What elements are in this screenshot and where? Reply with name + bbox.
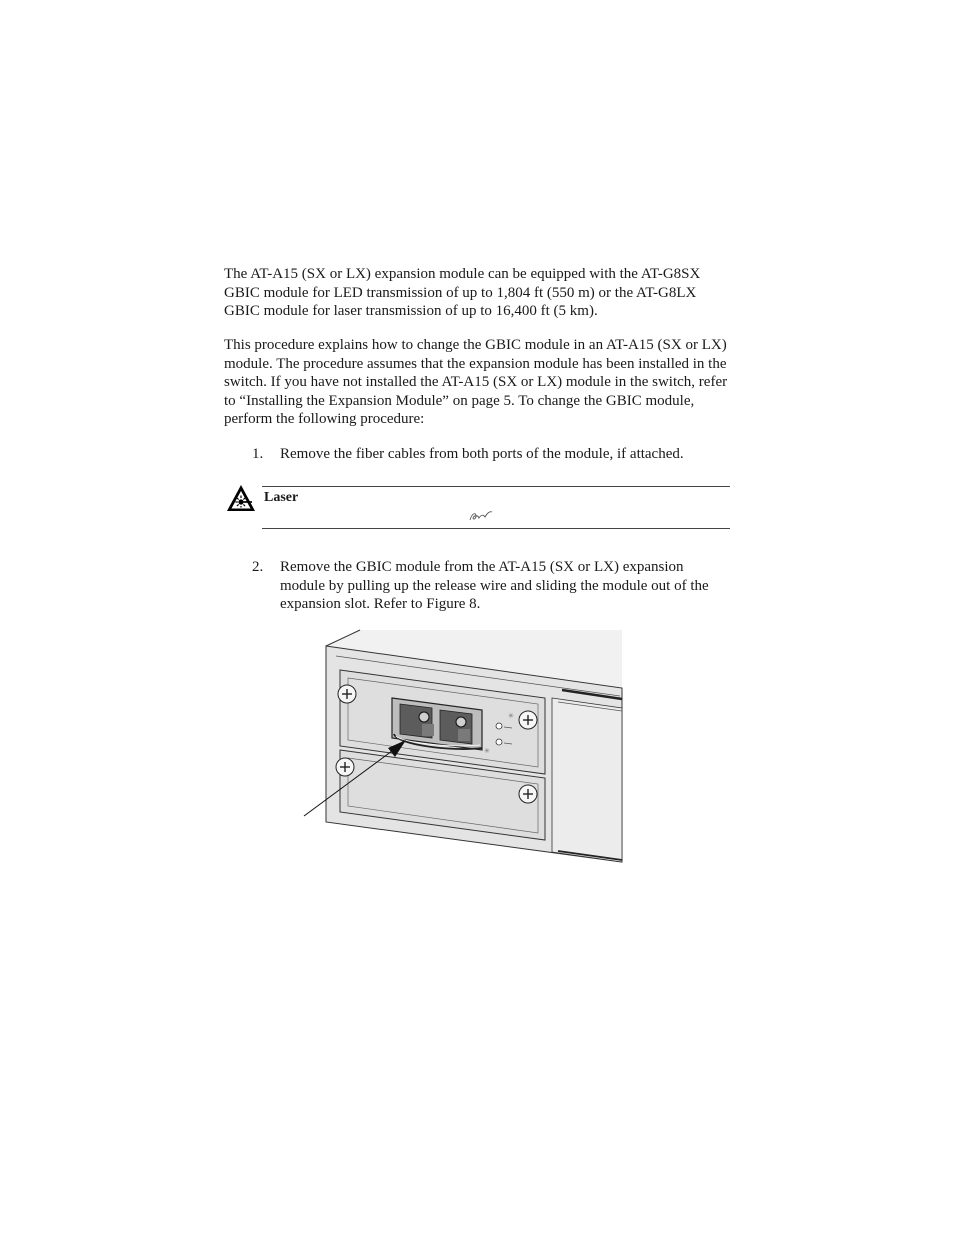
warning-top-rule	[262, 486, 730, 487]
intro-paragraph: The AT-A15 (SX or LX) expansion module can be equipped with the AT-G8SX GBIC module for LED transmission of up to 1,804 ft (550 m) or the AT-G8LX GBIC module for laser transmission of up to 16,400 ft (5 km).	[224, 266, 701, 320]
warning-label: Laser	[264, 490, 299, 505]
procedure-paragraph: This procedure explains how to change the GBIC module in an AT-A15 (SX or LX) module. The procedure assumes that the expansion module has been installed in the switch. If you have not installed the AT-A15 (SX or LX) module in the switch, refer to “Installing the Expansion Module” on page 5. To change the GBIC module, perform the following procedure:	[224, 337, 728, 428]
step-text: Remove the GBIC module from the AT-A15 (SX or LX) expansion module by pulling up the release wire and sliding the module out of the expansion slot. Refer to Figure 8.	[280, 559, 709, 613]
svg-text:✳: ✳	[508, 712, 514, 720]
step-number: 2.	[252, 559, 264, 575]
step-number: 1.	[252, 446, 264, 462]
warning-bottom-rule	[262, 528, 730, 529]
svg-text:✳: ✳	[484, 747, 490, 755]
laser-warning-icon	[226, 484, 256, 512]
gbic-module-figure	[300, 626, 624, 866]
step-text: Remove the fiber cables from both ports of the module, if attached.	[280, 446, 684, 462]
signature-glyph-icon	[468, 509, 494, 523]
